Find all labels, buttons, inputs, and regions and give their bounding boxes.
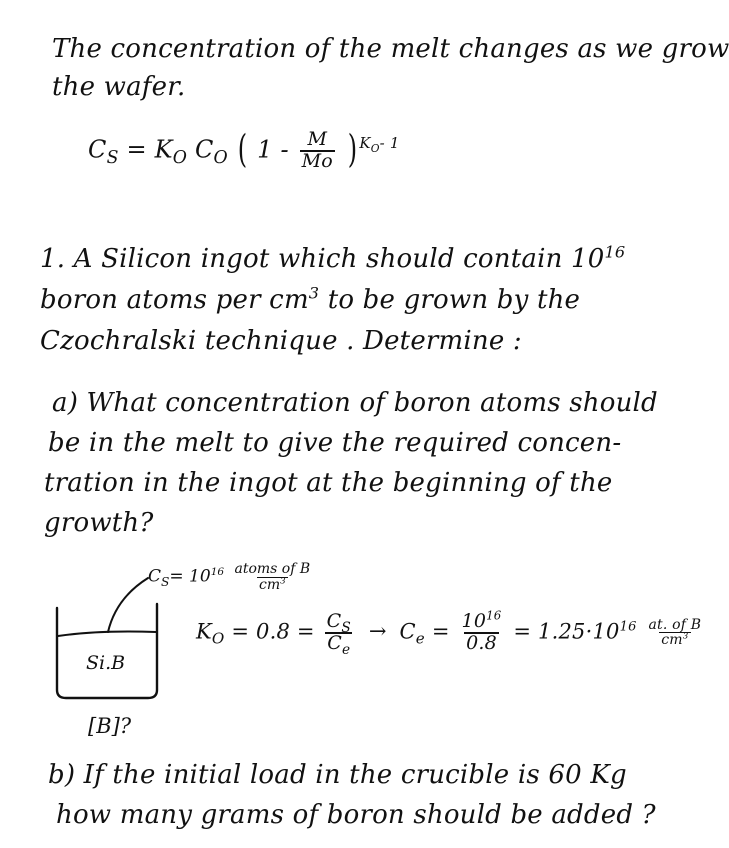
cs-unit-denominator	[257, 577, 288, 593]
result-unit-numerator: at. of B	[648, 616, 702, 633]
problem-line-2-text: boron atoms per cm	[40, 285, 309, 315]
ce-fraction-num-exponent: 16	[486, 608, 502, 623]
result-unit-den-text: cm	[661, 632, 683, 649]
problem-line-2	[40, 285, 580, 315]
k0-value: = 0.8 =	[231, 619, 315, 644]
part-a-line-4: growth?	[44, 508, 154, 538]
ce-subscript: e	[415, 629, 425, 648]
numerator-subscript: S	[341, 619, 351, 636]
arrow-icon: →	[368, 619, 387, 644]
cs-annotation-value: = 10	[169, 566, 211, 587]
k-symbol: K	[154, 135, 173, 164]
c0-symbol: C	[194, 135, 214, 164]
cs-subscript: S	[106, 148, 119, 169]
part-a-line-2: be in the melt to give the required concen-	[48, 428, 622, 458]
result-unit-den-exponent: 3	[682, 631, 689, 642]
k0-symbol: K	[196, 619, 212, 644]
boron-question: [B]?	[88, 714, 132, 738]
cs-unit-fraction	[233, 562, 313, 592]
ce-equals: =	[431, 619, 450, 644]
ce-symbol: C	[399, 619, 416, 644]
result-unit-fraction	[646, 618, 703, 648]
ce-fraction-num-text: 10	[461, 610, 487, 632]
open-paren: (	[237, 127, 248, 172]
cs-annotation-exponent: 16	[210, 566, 225, 579]
exponent-k-subscript: O	[370, 142, 380, 156]
problem-line-3: Czochralski technique . Determine :	[40, 326, 522, 356]
ce-result: = 1.25·10	[513, 619, 620, 644]
part-b-line-1: b) If the initial load in the crucible is 60 Kg	[48, 760, 627, 790]
coefficient-calculation	[196, 608, 706, 658]
cs-unit-den-exponent: 3	[280, 576, 286, 587]
minus-sign: -	[280, 135, 289, 164]
crucible-outline	[57, 604, 157, 698]
equals-sign: =	[126, 135, 147, 164]
cs-unit-numerator: atoms of B	[234, 561, 311, 577]
mass-fraction	[300, 130, 335, 172]
cs-over-ce-numerator	[325, 610, 353, 636]
ce-fraction-numerator	[460, 608, 504, 632]
mass-fraction-denominator: Mo	[301, 149, 333, 172]
intro-line-1: The concentration of the melt changes as we grow	[52, 34, 729, 64]
c0-subscript: O	[213, 148, 228, 169]
mass-fraction-numerator: M	[307, 128, 328, 150]
crystal-pointer-line	[108, 578, 148, 632]
intro-line-2: the wafer.	[52, 72, 186, 102]
exponent-tail: - 1	[379, 134, 400, 153]
formula-exponent	[359, 134, 400, 156]
cs-symbol: C	[88, 135, 107, 164]
part-a-line-1: a) What concentration of boron atoms should	[52, 388, 658, 418]
problem-line-2-exponent: 3	[308, 283, 320, 303]
cs-unit-den-text: cm	[259, 576, 281, 593]
k0-subscript: O	[211, 629, 225, 648]
problem-line-1-text: 1. A Silicon ingot which should contain 10	[40, 244, 605, 274]
k-subscript: O	[172, 148, 188, 169]
close-paren: )	[347, 127, 358, 172]
denominator-symbol: C	[327, 631, 342, 654]
ce-result-exponent: 16	[619, 619, 637, 635]
problem-line-1-exponent: 16	[604, 242, 626, 262]
numerator-symbol: C	[326, 610, 342, 632]
ce-fraction	[460, 608, 504, 654]
cs-annotation-subscript: S	[161, 575, 170, 590]
part-a-line-3: tration in the ingot at the beginning of the	[44, 468, 613, 498]
part-b-line-2: how many grams of boron should be added ?	[56, 800, 656, 830]
denominator-subscript: e	[342, 641, 351, 658]
cs-over-ce-denominator	[325, 631, 352, 658]
exponent-k: K	[359, 134, 371, 153]
problem-line-1	[40, 244, 625, 274]
problem-line-2-tail: to be grown by the	[319, 285, 581, 315]
one-term: 1	[257, 135, 273, 164]
cs-annotation	[148, 562, 315, 592]
melt-surface	[58, 632, 156, 637]
result-unit-denominator	[659, 632, 690, 648]
crucible-label: Si.B	[86, 652, 126, 674]
segregation-formula	[88, 127, 400, 172]
cs-over-ce-fraction	[325, 610, 353, 658]
ce-fraction-denominator: 0.8	[466, 631, 497, 654]
cs-annotation-symbol: C	[148, 566, 162, 587]
